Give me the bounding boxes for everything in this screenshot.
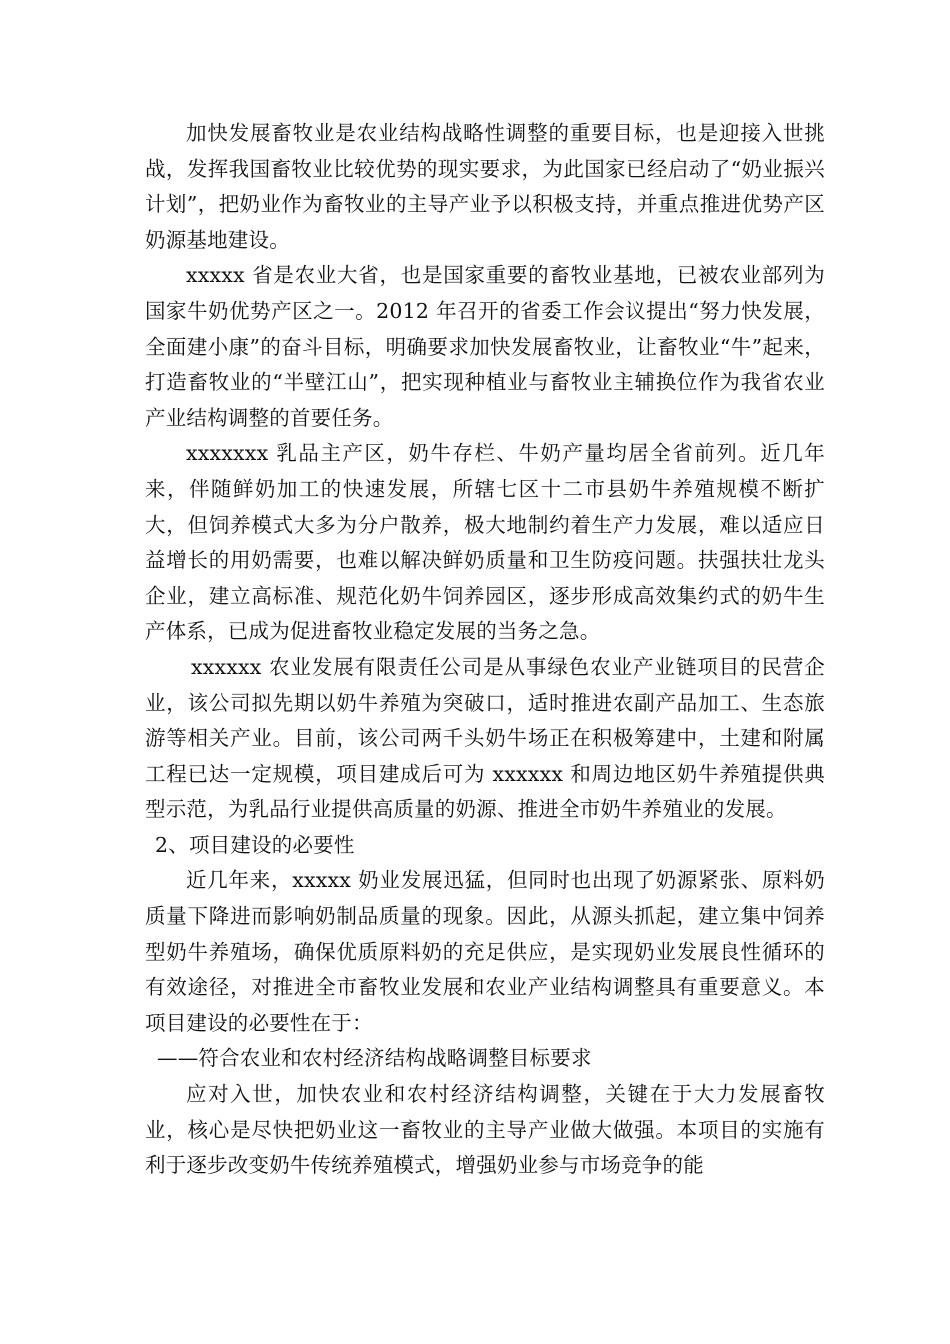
paragraph-intro: 加快发展畜牧业是农业结构战略性调整的重要目标，也是迎接入世挑战，发挥我国畜牧业比较优势的现实要求，为此国家已经启动了“奶业振兴计划”，把奶业作为畜牧业的主导产业予以积极支持，并重点推进优势产区奶源基地建设。 [145,121,825,252]
paragraph-necessity: 近几年来，xxxxx 奶业发展迅猛，但同时也出现了奶源紧张、原料奶质量下降进而影响奶制品质量的现象。因此，从源头抓起，建立集中饲养型奶牛养殖场，确保优质原料奶的充足供应，是实现奶业发展良性循环的有效途径，对推进全市畜牧业发展和农业产业结构调整具有重要意义。本项目建设的必要性在于： [145,868,825,1035]
paragraph-wto: 应对入世，加快农业和农村经济结构调整，关键在于大力发展畜牧业，核心是尽快把奶业这一畜牧业的主导产业做大做强。本项目的实施有利于逐步改变奶牛传统养殖模式，增强奶业参与市场竞争的能 [145,1082,825,1178]
paragraph-province: xxxxx 省是农业大省，也是国家重要的畜牧业基地，已被农业部列为国家牛奶优势产区之一。2012 年召开的省委工作会议提出“努力快发展，全面建小康”的奋斗目标，明确要求加快发展畜牧业，让畜牧业“牛”起来，打造畜牧业的“半壁江山”，把实现种植业与畜牧业主辅换位作为我省农业产业结构调整的首要任务。 [145,263,825,430]
document-body [145,116,825,1184]
subheading-structure-adjustment: ——符合农业和农村经济结构战略调整目标要求 [157,1046,592,1071]
section-heading-necessity: 2、项目建设的必要性 [155,832,355,857]
paragraph-dairy-region: xxxxxxx 乳品主产区，奶牛存栏、牛奶产量均居全省前列。近几年来，伴随鲜奶加工的快速发展，所辖七区十二市县奶牛养殖规模不断扩大，但饲养模式大多为分户散养，极大地制约着生产力发展，难以适应日益增长的用奶需要，也难以解决鲜奶质量和卫生防疫问题。扶强扶壮龙头企业，建立高标准、规范化奶牛饲养园区，逐步形成高效集约式的奶牛生产体系，已成为促进畜牧业稳定发展的当务之急。 [145,441,825,644]
paragraph-company: xxxxxx 农业发展有限责任公司是从事绿色农业产业链项目的民营企业，该公司拟先期以奶牛养殖为突破口，适时推进农副产品加工、生态旅游等相关产业。目前，该公司两千头奶牛场正在积极筹建中，土建和附属工程已达一定规模，项目建成后可为 xxxxxx 和周边地区奶牛养殖提供典型示范，为乳品行业提供高质量的奶源、推进全市奶牛养殖业的发展。 [145,654,825,822]
